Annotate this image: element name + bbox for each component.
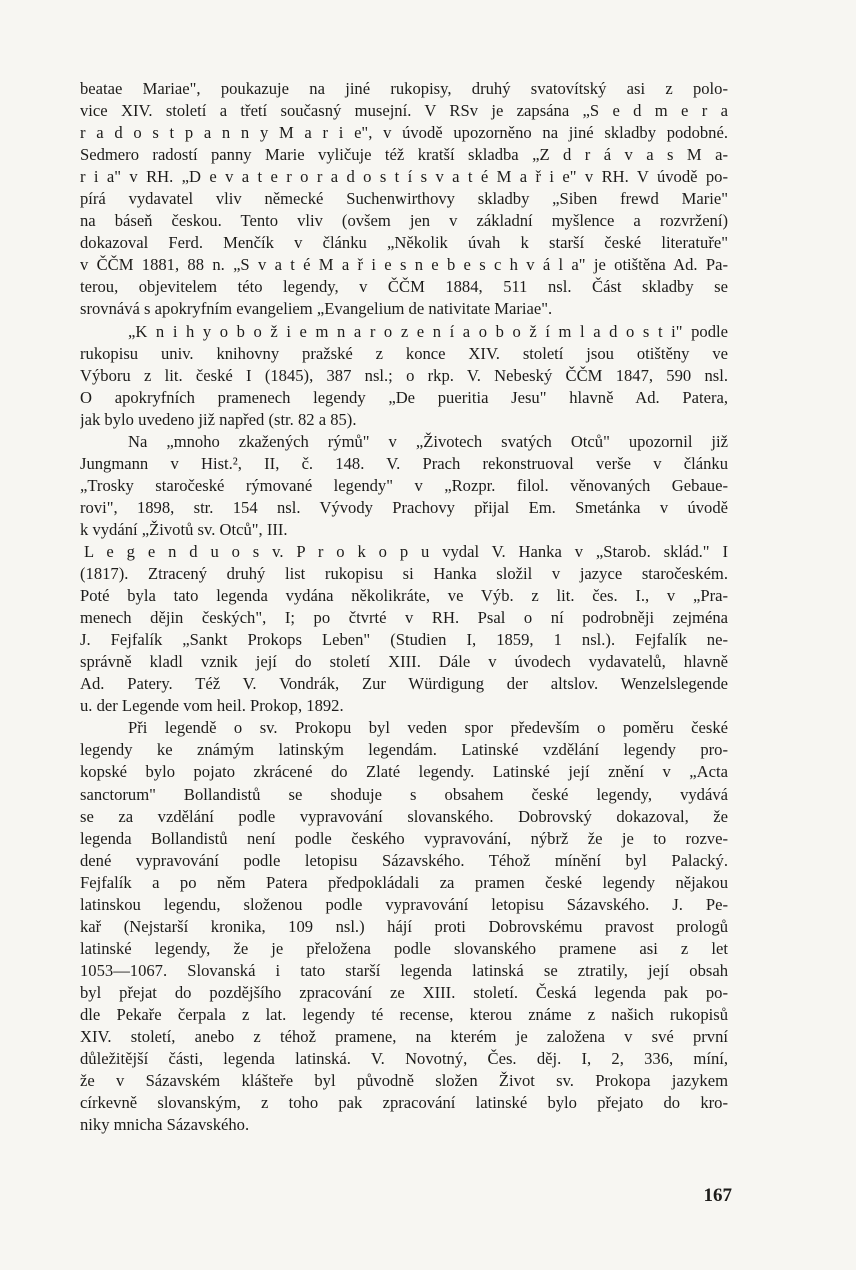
- text-line: Fejfalík a po něm Patera předpokládali za pramen české legendy nějakou: [80, 872, 728, 892]
- text-line: k vydání „Životů sv. Otců", III.: [80, 519, 288, 539]
- text-line: dené vypravování podle letopisu Sázavského. Téhož mínění byl Palacký.: [80, 850, 728, 870]
- text-line: terou, objevitelem této legendy, v ČČM 1884, 511 nsl. Část skladby se: [80, 277, 728, 297]
- text-line: Sedmero radostí panny Marie vyličuje též kratší skladba „Z d r á v a s M a-: [80, 145, 728, 165]
- text-line: se za vzdělání podle vypravování slovanského. Dobrovský dokazoval, že: [80, 806, 728, 826]
- text-line: r a d o s t p a n n y M a r i e", v úvodě upozorněno na jiné skladby podobné.: [80, 123, 728, 143]
- text-line: r i a" v RH. „D e v a t e r o r a d o s t í s v a t é M a ř i e" v RH. V úvodě po-: [80, 167, 728, 187]
- text-line: Jungmann v Hist.², II, č. 148. V. Prach rekonstruoval verše v článku: [80, 453, 728, 473]
- text-line: srovnává s apokryfním evangeliem „Evangelium de nativitate Mariae".: [80, 299, 553, 319]
- text-line: sanctorum" Bollandistů se shoduje s obsahem české legendy, vydává: [80, 784, 728, 804]
- text-line: vice XIV. století a třetí současný musejní. V RSv je zapsána „S e d m e r a: [80, 101, 728, 121]
- text-line: niky mnicha Sázavského.: [80, 1115, 250, 1135]
- text-line: dle Pekaře čerpala z lat. legendy té recense, kterou známe z našich rukopisů: [80, 1004, 728, 1024]
- text-line: Poté byla tato legenda vydána několikráte, ve Výb. z lit. čes. I., v „Pra-: [80, 586, 728, 606]
- text-line: že v Sázavském klášteře byl původně složen Život sv. Prokopa jazykem: [80, 1071, 728, 1091]
- text-line: 1053—1067. Slovanská i tato starší legenda latinská se ztratily, její obsah: [80, 960, 728, 980]
- text-line: J. Fejfalík „Sankt Prokops Leben" (Studien I, 1859, 1 nsl.). Fejfalík ne-: [80, 630, 728, 650]
- text-line: beatae Mariae", poukazuje na jiné rukopisy, druhý svatovítský asi z polo-: [80, 79, 728, 98]
- text-line: Na „mnoho zkažených rýmů" v „Životech svatých Otců" upozornil již: [128, 431, 728, 451]
- text-line: XIV. století, anebo z téhož pramene, na kterém je založena v své první: [80, 1027, 728, 1047]
- text-line: kopské bylo pojato zkrácené do Zlaté legendy. Latinské její znění v „Acta: [80, 762, 728, 782]
- text-line: správně kladl vznik její do století XIII. Dále v úvodech vydavatelů, hlavně: [80, 652, 728, 672]
- text-line: byl přejat do pozdějšího zpracování ze XIII. století. Česká legenda pak po-: [80, 982, 728, 1002]
- text-line: legendy ke známým latinským legendám. Latinské vzdělání legendy pro-: [80, 740, 728, 760]
- text-line: (1817). Ztracený druhý list rukopisu si Hanka složil v jazyce staročeském.: [80, 564, 728, 584]
- page-number: 167: [703, 1185, 732, 1206]
- text-line: Výboru z lit. české I (1845), 387 nsl.; o rkp. V. Nebeský ČČM 1847, 590 nsl.: [80, 365, 728, 385]
- text-line: v ČČM 1881, 88 n. „S v a t é M a ř i e s n e b e s c h v á l a" je otištěna Ad. Pa-: [80, 255, 728, 275]
- text-line: pírá vydavatel vliv německé Suchenwirthovy skladby „Siben frewd Marie": [80, 189, 728, 209]
- text-line: O apokryfních pramenech legendy „De pueritia Jesu" hlavně Ad. Patera,: [80, 387, 728, 407]
- text-line: Ad. Patery. Též V. Vondrák, Zur Würdigung der altslov. Wenzelslegende: [80, 674, 728, 694]
- text-line: legenda Bollandistů není podle českého vypravování, nýbrž že je to rozve-: [80, 828, 728, 848]
- text-line: církevně slovanským, z toho pak zpracování latinské bylo přejato do kro-: [80, 1093, 728, 1113]
- text-line: rukopisu univ. knihovny pražské z konce XIV. století jsou otištěny ve: [80, 343, 728, 363]
- text-line: „Trosky staročeské rýmované legendy" v „Rozpr. filol. věnovaných Gebaue-: [80, 475, 728, 495]
- text-line: kař (Nejstarší kronika, 109 nsl.) hájí proti Dobrovskému pravost prologů: [80, 916, 728, 936]
- text-line: latinské legendy, že je přeložena podle slovanského pramene asi z let: [80, 938, 728, 958]
- text-line: rovi", 1898, str. 154 nsl. Vývody Prachovy přijal Em. Smetánka v úvodě: [80, 497, 728, 517]
- text-line: u. der Legende vom heil. Prokop, 1892.: [80, 696, 344, 716]
- text-line: důležitější části, legenda latinská. V. Novotný, Čes. děj. I, 2, 336, míní,: [80, 1049, 728, 1069]
- text-line: latinskou legendu, složenou podle vypravování letopisu Sázavského. J. Pe-: [80, 894, 728, 914]
- text-line: Při legendě o sv. Prokopu byl veden spor především o poměru české: [128, 718, 728, 738]
- text-line: jak bylo uvedeno již napřed (str. 82 a 85).: [80, 409, 357, 429]
- text-line: „K n i h y o b o ž i e m n a r o z e n í a o b o ž í m l a d o s t i" podle: [128, 321, 728, 341]
- text-line: na báseň českou. Tento vliv (ovšem jen v základní myšlence a rozvržení): [80, 211, 728, 231]
- text-line: L e g e n d u o s v. P r o k o p u vydal V. Hanka v „Starob. sklád." I: [84, 541, 728, 561]
- body-text: [80, 78, 728, 1136]
- text-line: dokazoval Ferd. Menčík v článku „Několik úvah k starší české literatuře": [80, 233, 728, 253]
- text-line: menech dějin českých", I; po čtvrté v RH. Psal o ní podrobněji zejména: [80, 608, 728, 628]
